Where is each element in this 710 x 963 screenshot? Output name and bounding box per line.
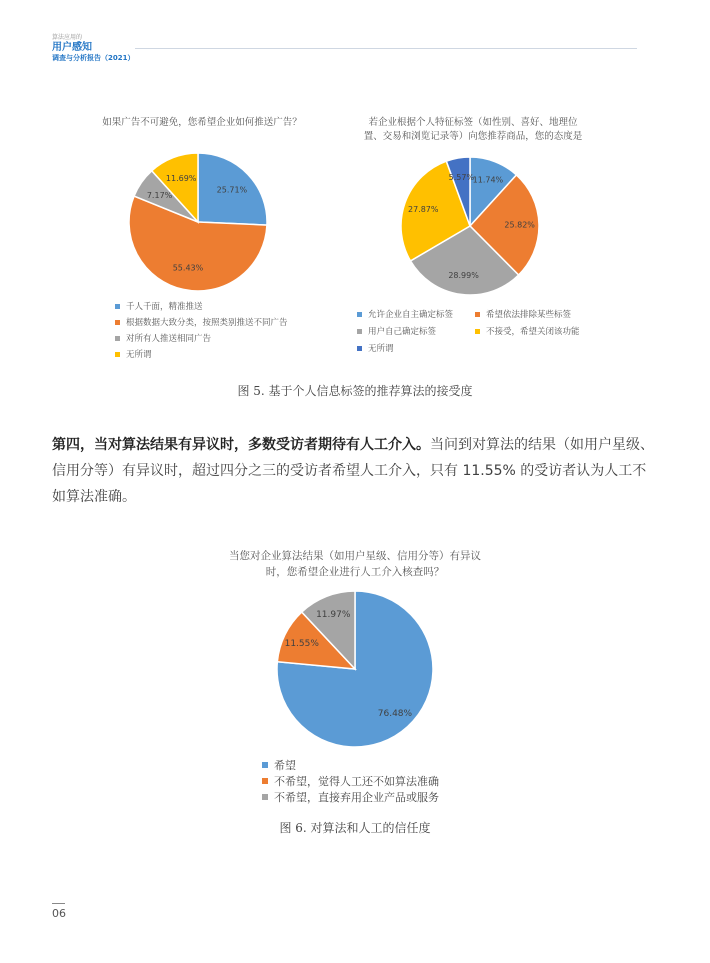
footer-divider [52,903,65,904]
chart2-legend-swatch [475,329,480,334]
chart3-legend [262,757,439,805]
header-kicker: 算法应用的 [52,34,83,41]
chart1-legend-swatch [115,304,120,309]
chart2-legend-swatch [475,312,480,317]
chart3-legend-label: 不希望，直接弃用企业产品或服务 [274,791,439,804]
chart1-legend-label: 无所谓 [126,350,152,360]
chart2-title-line1: 若企业根据个人特征标签（如性别、喜好、地理位 [368,117,578,128]
chart2-slice-label-2: 28.99% [448,271,479,281]
chart2-legend-swatch [357,329,362,334]
chart2-slice-label-1: 25.82% [504,220,535,230]
chart3-slice-label-1: 11.55% [284,639,319,650]
chart1-title: 如果广告不可避免，您希望企业如何推送广告？ [102,117,302,128]
chart1-legend-label: 对所有人推送相同广告 [126,334,212,344]
chart3-legend-swatch [262,778,268,784]
chart1-legend-label: 根据数据大致分类，按照类别推送不同广告 [126,318,288,328]
chart1-legend-swatch [115,352,120,357]
chart2-legend-label: 不接受，希望关闭该功能 [486,327,580,337]
chart3-title [200,548,510,580]
chart2-legend-label: 用户自己确定标签 [368,327,437,337]
chart3-legend-item [262,789,439,805]
chart2-slice-label-0: 11.74% [472,175,504,185]
chart3-legend-item [262,757,439,773]
chart1-legend-swatch [115,336,120,341]
chart3-legend-swatch [262,794,268,800]
chart3-title-line1: 当您对企业算法结果（如用户星级、信用分等）有异议 [229,550,481,562]
chart2-legend-label: 希望依法排除某些标签 [486,310,572,320]
chart1-legend-item [115,298,288,314]
header-divider [135,48,637,49]
chart3-legend-label: 希望 [274,759,296,772]
chart1-slice-label-0: 25.71% [216,185,248,195]
chart3-legend-label: 不希望，觉得人工还不如算法准确 [274,775,439,788]
chart2-legend-swatch [357,312,362,317]
chart2-legend-label: 无所谓 [368,344,394,354]
chart1-legend-label: 千人千面，精准推送 [126,302,203,312]
body-paragraph [52,432,658,510]
chart3-slice-label-2: 11.97% [316,610,351,621]
chart3-slice-label-0: 76.48% [377,708,413,719]
chart1-legend-item [115,346,288,362]
chart2-title-line2: 置、交易和浏览记录等）向您推荐商品，您的态度是 [363,131,583,142]
chart2-title [338,116,608,144]
chart2-pie [400,156,540,296]
chart1-legend-item [115,330,288,346]
page-number: 06 [52,907,66,920]
chart2-slice-label-4: 5.57% [448,172,475,182]
header-title: 用户感知 [52,42,92,53]
chart2-legend-item [357,341,475,355]
chart2-legend-item [475,324,615,338]
chart3-legend-item [262,773,439,789]
chart1-slice-label-2: 7.17% [146,190,173,200]
chart2-legend-label: 允许企业自主确定标签 [368,310,454,320]
chart2-legend-item [475,307,615,321]
chart1-legend [115,298,288,362]
figure6-caption: 图 6. 对算法和人工的信任度 [279,821,431,835]
header-subtitle: 调查与分析报告（2021） [52,54,135,62]
chart2-legend-item [357,307,475,321]
chart3-legend-swatch [262,762,268,768]
chart1-slice-label-1: 55.43% [172,263,204,273]
chart1-pie [128,152,268,292]
chart2-legend-swatch [357,346,362,351]
chart3-pie [276,590,434,748]
chart1-legend-swatch [115,320,120,325]
chart2-slice-label-3: 27.87% [407,204,439,214]
chart3-title-line2: 时，您希望企业进行人工介入核查吗？ [265,566,445,578]
chart1-legend-item [115,314,288,330]
chart2-legend-item [357,324,475,338]
chart1-slice-label-3: 11.69% [165,174,197,184]
figure5-caption: 图 5. 基于个人信息标签的推荐算法的接受度 [237,384,473,398]
chart2-legend [357,307,615,355]
paragraph-lead: 第四，当对算法结果有异议时，多数受访者期待有人工介入。 [52,437,430,453]
paragraph-text: 当问到对算法的结果（如用户星级、信用分等）有异议时，超过四分之三的受访者希望人工介入，只有 11.55% 的受访者认为人工不如算法准确。 [52,437,654,505]
